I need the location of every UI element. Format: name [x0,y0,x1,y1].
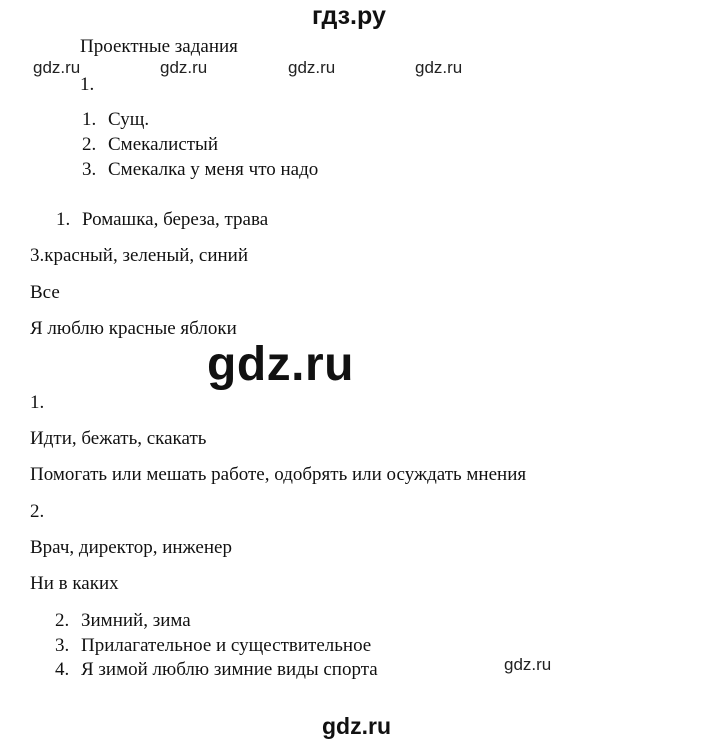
list-item [82,160,318,179]
watermark-small: gdz.ru [33,58,81,77]
watermark-small: gdz.ru [288,58,336,77]
list-number: 1. [82,109,97,130]
list-text: Ромашка, береза, трава [82,209,269,230]
list-number: 2. [82,134,97,155]
footer-watermark: gdz.ru [322,713,391,739]
list-number: 1. [56,209,71,230]
list-text: Сущ. [108,109,150,130]
header-watermark: гдз.ру [312,2,386,30]
block1-heading: 1. [80,74,95,95]
page-title: Проектные задания [80,36,238,57]
list-item [55,660,378,679]
center-watermark: gdz.ru [207,338,354,391]
list-text: Смекалка у меня что надо [108,159,319,180]
text-line: Помогать или мешать работе, одобрять или осуждать мнения [30,464,527,485]
watermark-small: gdz.ru [504,655,552,674]
list-number: 4. [55,659,70,680]
list-text: Зимний, зима [81,610,191,631]
list-item [55,636,371,655]
list-number: 3. [55,635,70,656]
block4-heading: 2. [30,501,45,522]
text-line: Врач, директор, инженер [30,537,232,558]
list-item [82,110,149,129]
list-item [82,135,218,154]
text-line: Все [30,282,60,303]
list-item [55,611,191,630]
text-line: 3.красный, зеленый, синий [30,245,249,266]
watermark-small: gdz.ru [160,58,208,77]
block3-heading: 1. [30,392,45,413]
list-text: Я зимой люблю зимние виды спорта [81,659,378,680]
text-line: Я люблю красные яблоки [30,318,237,339]
list-text: Смекалистый [108,134,218,155]
list-item [56,210,268,229]
text-line: Идти, бежать, скакать [30,428,207,449]
list-text: Прилагательное и существительное [81,635,372,656]
list-number: 2. [55,610,70,631]
text-line: Ни в каких [30,573,119,594]
list-number: 3. [82,159,97,180]
watermark-small: gdz.ru [415,58,463,77]
